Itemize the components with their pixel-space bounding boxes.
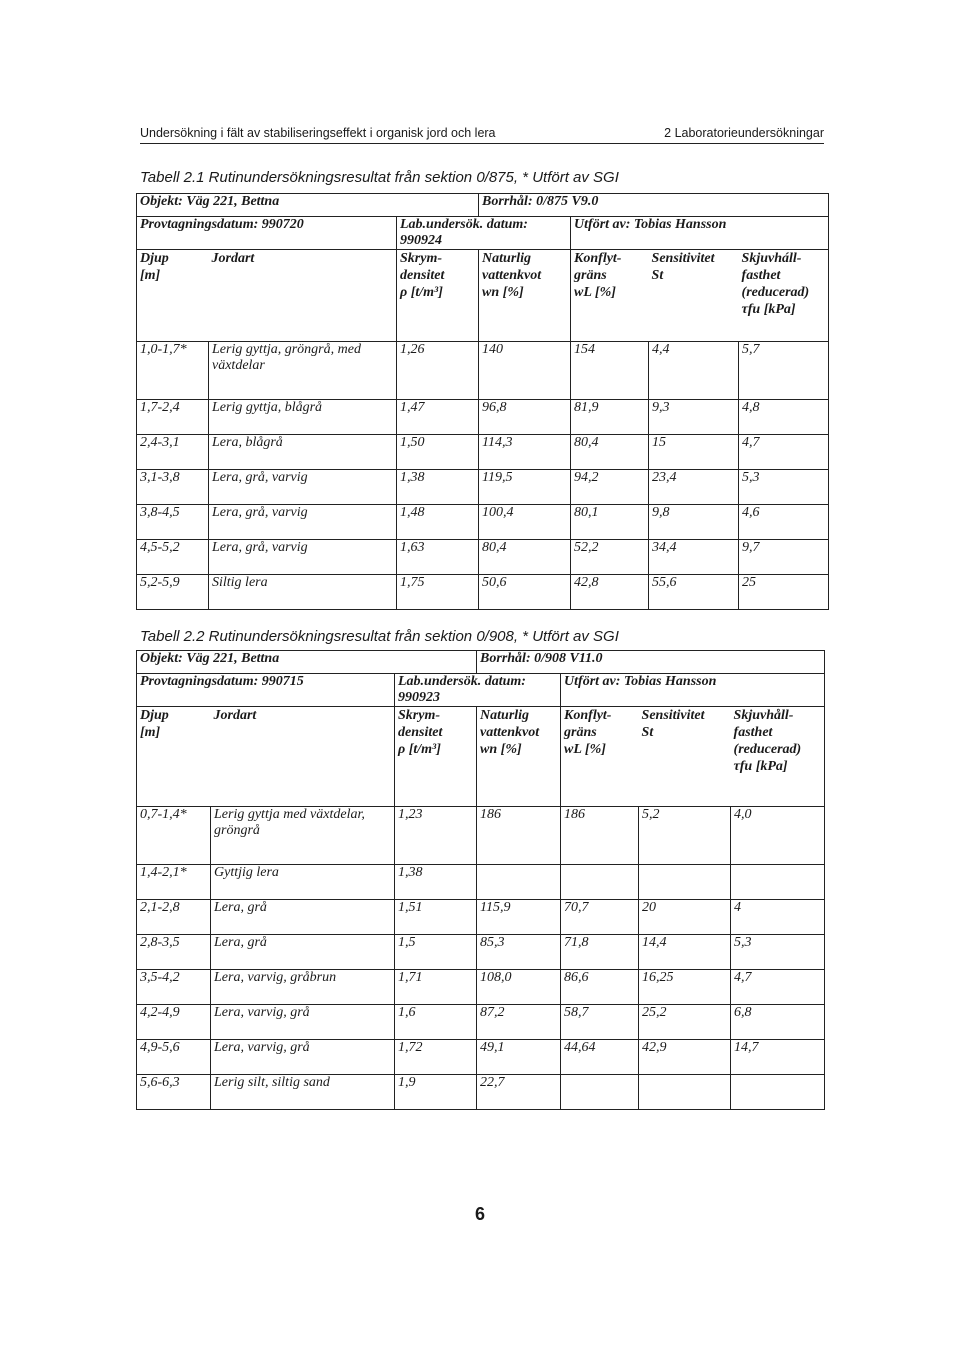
table-row — [137, 342, 829, 400]
cell-djup: 2,1-2,8 — [137, 900, 211, 935]
header-line: densitet — [398, 725, 443, 740]
page-number: 6 — [474, 1204, 485, 1224]
cell-skjuv: 5,3 — [739, 470, 829, 505]
cell-jordart: Lera, grå, varvig — [209, 505, 397, 540]
objekt-cell: Objekt: Väg 221, Bettna — [137, 194, 479, 217]
cell-skrym: 1,50 — [397, 435, 479, 470]
meta-row — [137, 194, 829, 217]
table-row — [137, 540, 829, 575]
cell-konflyt: 80,1 — [571, 505, 649, 540]
cell-vatten: 115,9 — [477, 900, 561, 935]
borrhal-cell: Borrhål: 0/875 V9.0 — [479, 194, 829, 217]
cell-jordart: Lera, varvig, gråbrun — [211, 970, 395, 1005]
header-line: Jordart — [213, 708, 257, 723]
header-line: [m] — [140, 725, 161, 740]
labundersok-cell: Lab.undersök. datum: 990924 — [397, 217, 571, 250]
cell-skrym: 1,71 — [395, 970, 477, 1005]
header-line: wL [%] — [564, 742, 606, 757]
cell-konflyt — [561, 865, 639, 900]
header-line: Skrym- — [398, 708, 440, 723]
table-body — [137, 194, 829, 610]
cell-jordart: Lera, grå — [211, 935, 395, 970]
column-header-skjuv — [731, 707, 825, 807]
cell-skjuv: 25 — [739, 575, 829, 610]
header-line: fasthet — [741, 268, 781, 283]
cell-jordart: Lera, grå, varvig — [209, 470, 397, 505]
cell-skjuv: 4,8 — [739, 400, 829, 435]
cell-sens: 4,4 — [649, 342, 739, 400]
table-row — [137, 575, 829, 610]
cell-sens: 9,3 — [649, 400, 739, 435]
meta-row — [137, 674, 825, 707]
cell-sens: 9,8 — [649, 505, 739, 540]
cell-sens: 55,6 — [649, 575, 739, 610]
utfort-cell: Utfört av: Tobias Hansson — [561, 674, 825, 707]
cell-djup: 1,7-2,4 — [137, 400, 209, 435]
column-header-row — [137, 707, 825, 807]
cell-djup: 3,1-3,8 — [137, 470, 209, 505]
meta-row — [137, 651, 825, 674]
cell-vatten: 87,2 — [477, 1005, 561, 1040]
cell-skjuv: 6,8 — [731, 1005, 825, 1040]
cell-sens: 20 — [639, 900, 731, 935]
cell-skjuv: 4,0 — [731, 807, 825, 865]
cell-skrym: 1,75 — [397, 575, 479, 610]
header-line: Sensitivitet — [641, 708, 705, 723]
column-header-konflyt — [571, 250, 649, 342]
header-line: Djup — [140, 251, 169, 266]
cell-vatten — [477, 865, 561, 900]
cell-vatten: 49,1 — [477, 1040, 561, 1075]
meta-row — [137, 217, 829, 250]
cell-jordart: Lera, varvig, grå — [211, 1005, 395, 1040]
header-line: τfu [kPa] — [733, 759, 788, 774]
cell-djup: 2,4-3,1 — [137, 435, 209, 470]
column-header-djup — [137, 250, 209, 342]
cell-djup: 1,0-1,7* — [137, 342, 209, 400]
cell-skjuv: 9,7 — [739, 540, 829, 575]
table-row — [137, 1075, 825, 1110]
cell-vatten: 80,4 — [479, 540, 571, 575]
header-line: [m] — [140, 268, 161, 283]
page-header — [140, 126, 824, 144]
header-line: gräns — [574, 268, 607, 283]
borrhal-cell: Borrhål: 0/908 V11.0 — [477, 651, 825, 674]
cell-konflyt: 44,64 — [561, 1040, 639, 1075]
cell-vatten: 50,6 — [479, 575, 571, 610]
header-line: Sensitivitet — [651, 251, 715, 266]
cell-vatten: 22,7 — [477, 1075, 561, 1110]
cell-konflyt: 81,9 — [571, 400, 649, 435]
table-row — [137, 865, 825, 900]
header-line: Skjuvhåll- — [733, 708, 794, 723]
table-row — [137, 970, 825, 1005]
column-header-vattenkvot — [479, 250, 571, 342]
results-table — [136, 650, 825, 1110]
cell-konflyt: 42,8 — [571, 575, 649, 610]
header-line: Skjuvháll- — [741, 251, 802, 266]
column-header-row — [137, 250, 829, 342]
cell-skrym: 1,38 — [397, 470, 479, 505]
column-header-sensitivitet — [639, 707, 731, 807]
results-table — [136, 193, 829, 610]
cell-skrym: 1,47 — [397, 400, 479, 435]
table-row — [137, 900, 825, 935]
cell-konflyt: 86,6 — [561, 970, 639, 1005]
table-body — [137, 651, 825, 1110]
cell-skjuv: 4 — [731, 900, 825, 935]
table-row — [137, 400, 829, 435]
cell-konflyt: 80,4 — [571, 435, 649, 470]
cell-vatten: 96,8 — [479, 400, 571, 435]
header-line: ρ [t/m³] — [398, 742, 441, 757]
header-line: (reducerad) — [733, 742, 802, 757]
cell-vatten: 85,3 — [477, 935, 561, 970]
cell-skrym: 1,6 — [395, 1005, 477, 1040]
header-line: Naturlig — [482, 251, 532, 266]
cell-vatten: 140 — [479, 342, 571, 400]
header-line: Konflyt- — [574, 251, 622, 266]
table-row — [137, 935, 825, 970]
cell-jordart: Lerig gyttja, blågrå — [209, 400, 397, 435]
cell-sens: 25,2 — [639, 1005, 731, 1040]
cell-skjuv — [731, 865, 825, 900]
header-line: wn [%] — [480, 742, 522, 757]
cell-skrym: 1,38 — [395, 865, 477, 900]
cell-skjuv: 4,7 — [739, 435, 829, 470]
cell-vatten: 100,4 — [479, 505, 571, 540]
header-line: vattenkvot — [480, 725, 540, 740]
cell-sens — [639, 865, 731, 900]
provtagning-cell: Provtagningsdatum: 990715 — [137, 674, 395, 707]
cell-jordart: Lerig gyttja, gröngrå, med växtdelar — [209, 342, 397, 400]
cell-skrym: 1,26 — [397, 342, 479, 400]
column-header-skrym — [397, 250, 479, 342]
cell-sens: 34,4 — [649, 540, 739, 575]
table-row — [137, 505, 829, 540]
table-row — [137, 470, 829, 505]
header-line: gräns — [564, 725, 597, 740]
cell-konflyt: 186 — [561, 807, 639, 865]
cell-djup: 2,8-3,5 — [137, 935, 211, 970]
cell-sens: 23,4 — [649, 470, 739, 505]
column-header-skrym — [395, 707, 477, 807]
header-line: St — [641, 725, 654, 740]
cell-djup: 3,5-4,2 — [137, 970, 211, 1005]
cell-konflyt — [561, 1075, 639, 1110]
header-line: vattenkvot — [482, 268, 542, 283]
column-header-vattenkvot — [477, 707, 561, 807]
cell-skjuv: 5,7 — [739, 342, 829, 400]
header-line: Djup — [140, 708, 169, 723]
cell-jordart: Lerig gyttja med växtdelar, gröngrå — [211, 807, 395, 865]
header-left: Undersökning i fält av stabiliseringseffekt i organisk jord och lera — [140, 126, 496, 140]
cell-skjuv: 4,7 — [731, 970, 825, 1005]
cell-skrym: 1,9 — [395, 1075, 477, 1110]
table-row — [137, 1005, 825, 1040]
header-line: Konflyt- — [564, 708, 612, 723]
header-line: (reducerad) — [741, 285, 810, 300]
header-line: Jordart — [211, 251, 255, 266]
cell-vatten: 108,0 — [477, 970, 561, 1005]
cell-skrym: 1,48 — [397, 505, 479, 540]
cell-jordart: Gyttjig lera — [211, 865, 395, 900]
header-line: τfu [kPa] — [741, 302, 796, 317]
header-line: fasthet — [733, 725, 773, 740]
cell-skrym: 1,51 — [395, 900, 477, 935]
cell-konflyt: 71,8 — [561, 935, 639, 970]
labundersok-cell: Lab.undersök. datum: 990923 — [395, 674, 561, 707]
cell-djup: 5,6-6,3 — [137, 1075, 211, 1110]
cell-djup: 4,5-5,2 — [137, 540, 209, 575]
cell-konflyt: 70,7 — [561, 900, 639, 935]
cell-jordart: Lera, grå — [211, 900, 395, 935]
column-header-jordart — [211, 707, 395, 807]
header-line: wn [%] — [482, 285, 524, 300]
cell-djup: 4,9-5,6 — [137, 1040, 211, 1075]
cell-jordart: Lerig silt, siltig sand — [211, 1075, 395, 1110]
cell-konflyt: 154 — [571, 342, 649, 400]
header-right: 2 Laboratorieundersökningar — [664, 126, 824, 140]
column-header-skjuv — [739, 250, 829, 342]
cell-sens: 15 — [649, 435, 739, 470]
cell-jordart: Lera, blågrå — [209, 435, 397, 470]
cell-sens — [639, 1075, 731, 1110]
cell-sens: 14,4 — [639, 935, 731, 970]
cell-skrym: 1,72 — [395, 1040, 477, 1075]
cell-skjuv: 14,7 — [731, 1040, 825, 1075]
column-header-konflyt — [561, 707, 639, 807]
cell-skjuv — [731, 1075, 825, 1110]
cell-jordart: Siltig lera — [209, 575, 397, 610]
cell-sens: 42,9 — [639, 1040, 731, 1075]
table-row — [137, 807, 825, 865]
header-line: Skrym- — [400, 251, 442, 266]
cell-sens: 5,2 — [639, 807, 731, 865]
cell-vatten: 119,5 — [479, 470, 571, 505]
cell-konflyt: 58,7 — [561, 1005, 639, 1040]
cell-vatten: 114,3 — [479, 435, 571, 470]
table-caption: Tabell 2.1 Rutinundersökningsresultat från sektion 0/875, * Utfört av SGI — [140, 169, 619, 186]
header-line: St — [651, 268, 664, 283]
column-header-sensitivitet — [649, 250, 739, 342]
cell-konflyt: 52,2 — [571, 540, 649, 575]
utfort-cell: Utfört av: Tobias Hansson — [571, 217, 829, 250]
cell-skrym: 1,63 — [397, 540, 479, 575]
cell-djup: 4,2-4,9 — [137, 1005, 211, 1040]
table-row — [137, 1040, 825, 1075]
provtagning-cell: Provtagningsdatum: 990720 — [137, 217, 397, 250]
cell-skjuv: 5,3 — [731, 935, 825, 970]
cell-konflyt: 94,2 — [571, 470, 649, 505]
header-line: Naturlig — [480, 708, 530, 723]
header-line: densitet — [400, 268, 445, 283]
header-line: wL [%] — [574, 285, 616, 300]
column-header-djup — [137, 707, 211, 807]
cell-djup: 0,7-1,4* — [137, 807, 211, 865]
cell-jordart: Lera, varvig, grå — [211, 1040, 395, 1075]
cell-sens: 16,25 — [639, 970, 731, 1005]
cell-skrym: 1,5 — [395, 935, 477, 970]
cell-djup: 5,2-5,9 — [137, 575, 209, 610]
objekt-cell: Objekt: Väg 221, Bettna — [137, 651, 477, 674]
cell-djup: 1,4-2,1* — [137, 865, 211, 900]
cell-djup: 3,8-4,5 — [137, 505, 209, 540]
header-line: ρ [t/m³] — [400, 285, 443, 300]
column-header-jordart — [209, 250, 397, 342]
cell-vatten: 186 — [477, 807, 561, 865]
cell-skjuv: 4,6 — [739, 505, 829, 540]
cell-jordart: Lera, grå, varvig — [209, 540, 397, 575]
table-caption: Tabell 2.2 Rutinundersökningsresultat från sektion 0/908, * Utfört av SGI — [140, 628, 619, 645]
cell-skrym: 1,23 — [395, 807, 477, 865]
table-row — [137, 435, 829, 470]
